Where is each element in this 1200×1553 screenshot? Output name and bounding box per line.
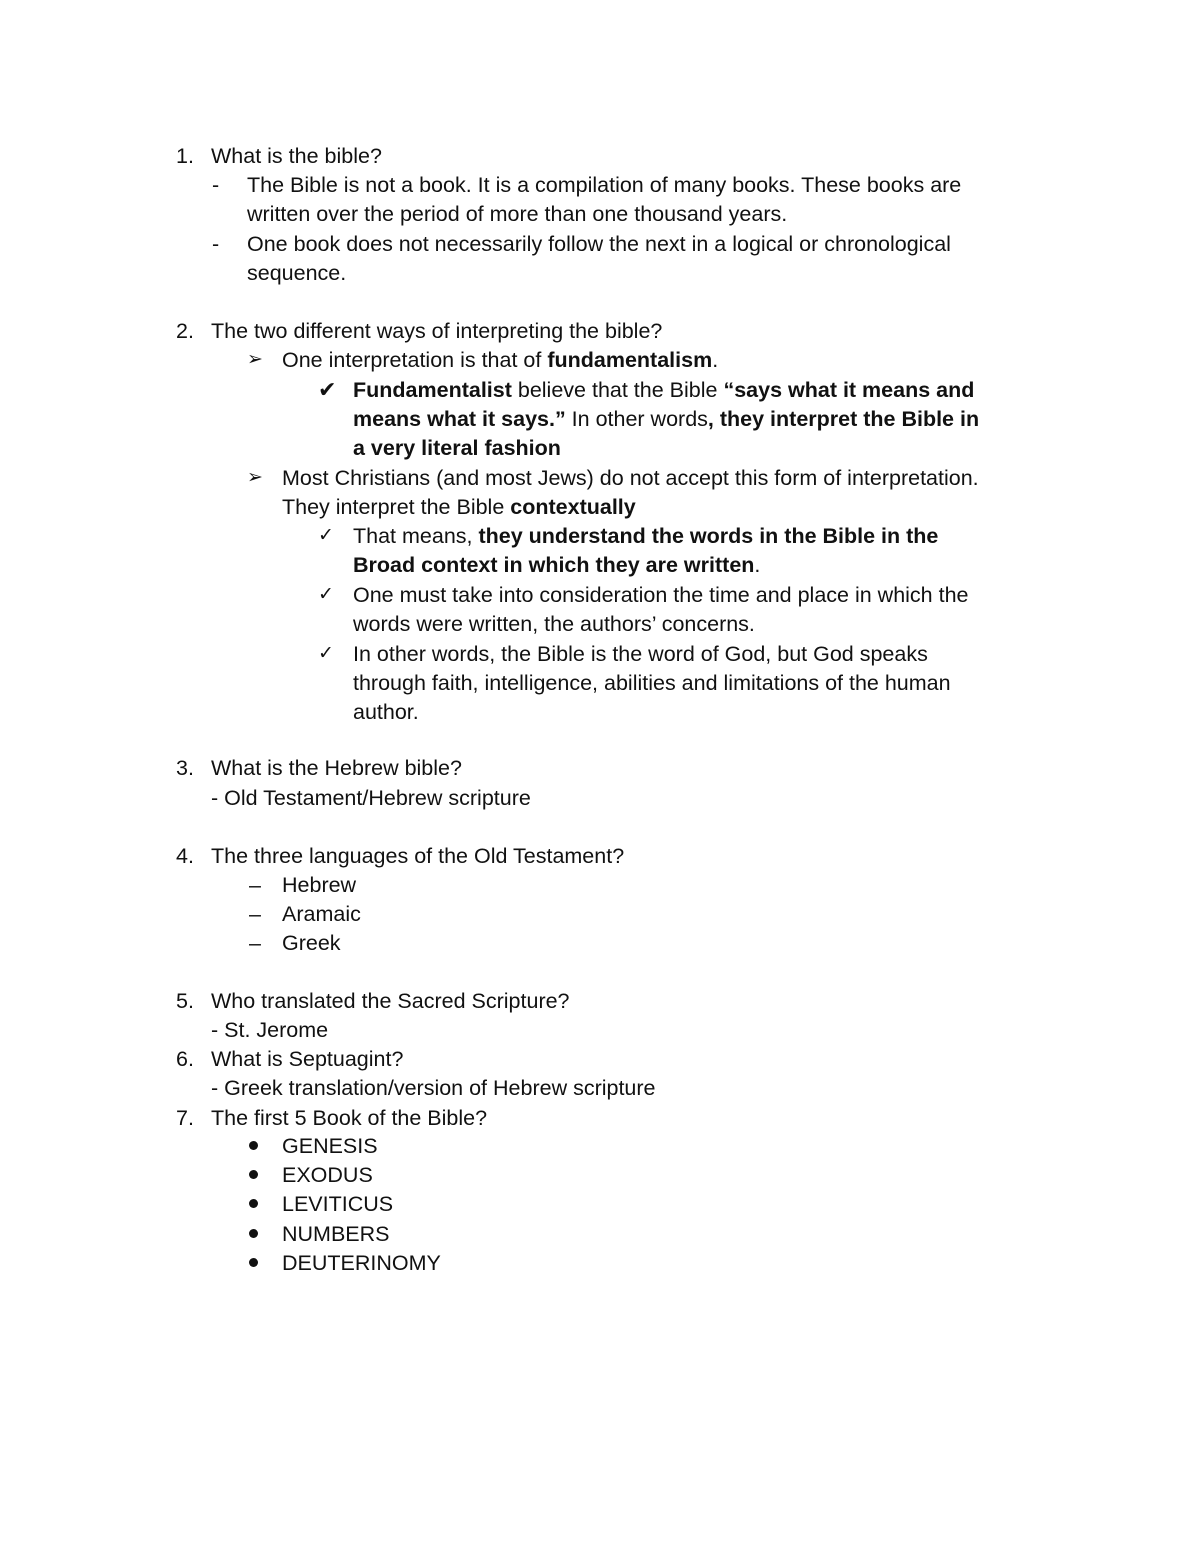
check-bullet-icon: ✓: [318, 525, 334, 546]
q7-book: NUMBERS: [282, 1222, 390, 1246]
q3-question: What is the Hebrew bible?: [211, 756, 462, 780]
q1-answer-2-line-1: One book does not necessarily follow the next in a logical or chronological: [247, 232, 951, 256]
chevron-bullet-icon: ➢: [247, 349, 263, 370]
check-bullet-icon: ✔: [318, 377, 337, 402]
q7-question: The first 5 Book of the Bible?: [211, 1106, 488, 1130]
q1-answer-1-line-2: written over the period of more than one thousand years.: [247, 202, 788, 226]
q2-check-1-line-2: means what it says.” In other words, they interpret the Bible in: [353, 407, 980, 431]
q2-point-2-line-2: They interpret the Bible contextually: [282, 495, 636, 519]
q2-check-2-line-2: Broad context in which they are written.: [353, 553, 761, 577]
q3-answer: - Old Testament/Hebrew scripture: [211, 786, 531, 810]
q4-language: Aramaic: [282, 902, 361, 926]
q2-number: 2.: [176, 319, 194, 343]
q4-language: Hebrew: [282, 873, 357, 897]
q4-number: 4.: [176, 844, 194, 868]
check-bullet-icon: ✓: [318, 584, 334, 605]
q2-point-2-line-1: Most Christians (and most Jews) do not accept this form of interpretation.: [282, 466, 979, 490]
q5-answer: - St. Jerome: [211, 1018, 329, 1042]
q2-check-3-line-1: One must take into consideration the time and place in which the: [353, 583, 969, 607]
q4-dash: –: [249, 931, 261, 955]
q2-check-3-line-2: words were written, the authors’ concerns.: [353, 612, 755, 636]
q6-answer: - Greek translation/version of Hebrew scripture: [211, 1076, 656, 1100]
q5-number: 5.: [176, 989, 194, 1013]
q4-language: Greek: [282, 931, 341, 955]
q7-book: LEVITICUS: [282, 1192, 394, 1216]
q2-question: The two different ways of interpreting the bible?: [211, 319, 663, 343]
q2-check-4-line-2: through faith, intelligence, abilities and limitations of the human: [353, 671, 951, 695]
q1-number: 1.: [176, 144, 194, 168]
q1-dash-1: -: [212, 173, 220, 197]
q2-check-2-line-1: That means, they understand the words in the Bible in the: [353, 524, 939, 548]
q6-question: What is Septuagint?: [211, 1047, 404, 1071]
q4-dash: –: [249, 902, 261, 926]
q2-point-1: One interpretation is that of fundamentalism.: [282, 348, 719, 372]
bullet-dot-icon: [249, 1170, 258, 1179]
q7-book: GENESIS: [282, 1134, 378, 1158]
q1-answer-2-line-2: sequence.: [247, 261, 347, 285]
q7-book: EXODUS: [282, 1163, 373, 1187]
q7-number: 7.: [176, 1106, 194, 1130]
q2-check-4-line-3: author.: [353, 700, 419, 724]
q1-answer-1-line-1: The Bible is not a book. It is a compilation of many books. These books are: [247, 173, 962, 197]
bullet-dot-icon: [249, 1229, 258, 1238]
q5-question: Who translated the Sacred Scripture?: [211, 989, 570, 1013]
q6-number: 6.: [176, 1047, 194, 1071]
bullet-dot-icon: [249, 1199, 258, 1208]
bullet-dot-icon: [249, 1141, 258, 1150]
q2-check-1-line-1: Fundamentalist believe that the Bible “says what it means and: [353, 378, 975, 402]
q7-book: DEUTERINOMY: [282, 1251, 441, 1275]
bullet-dot-icon: [249, 1258, 258, 1267]
q2-check-4-line-1: In other words, the Bible is the word of God, but God speaks: [353, 642, 928, 666]
q3-number: 3.: [176, 756, 194, 780]
chevron-bullet-icon: ➢: [247, 467, 263, 488]
q4-dash: –: [249, 873, 261, 897]
q1-dash-2: -: [212, 232, 220, 256]
q1-question: What is the bible?: [211, 144, 382, 168]
q2-check-1-line-3: a very literal fashion: [353, 436, 561, 460]
q4-question: The three languages of the Old Testament?: [211, 844, 625, 868]
check-bullet-icon: ✓: [318, 643, 334, 664]
